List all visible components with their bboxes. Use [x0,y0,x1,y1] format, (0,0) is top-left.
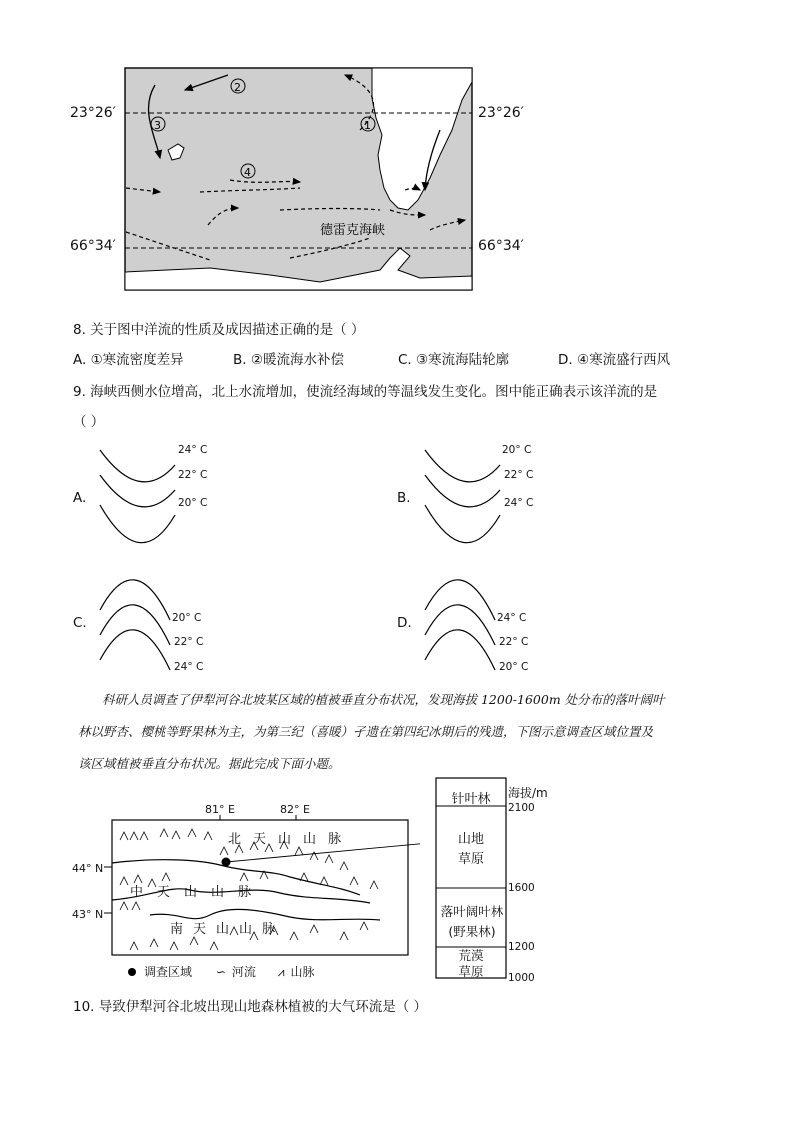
zone-conifer: 针叶林 [451,792,491,807]
lat-label-44: 44° N [72,862,104,875]
q9d-temp-1: 24° C [497,612,527,624]
q9b-temp-1: 20° C [502,444,532,456]
q9-stem: 9. 海峡西侧水位增高，北上水流增加，使流经海域的等温线发生变化。图中能正确表示该洋流的是 [73,384,658,400]
q9-paren: （ ） [73,414,105,430]
south-range-label: 南天山山脉 [170,922,286,937]
q9-option-d[interactable]: D. [397,615,412,631]
isotherm-diagram-d [420,565,550,680]
label-1: 1 [364,119,371,132]
north-range-label: 北天山山脉 [228,832,354,847]
tick-1200: 1200 [508,941,535,953]
q9b-temp-2: 22° C [504,469,534,481]
passage-line-2: 林以野杏、樱桃等野果林为主，为第三纪（喜暖）孑遗在第四纪冰期后的残遗，下图示意调查区域位置及 [78,724,654,739]
legend-dot-icon [128,968,136,976]
q8-stem: 8. 关于图中洋流的性质及成因描述正确的是（ ） [73,322,365,338]
lat-label-43: 43° N [72,908,104,921]
middle-range-label: 中天山山脉 [130,885,266,900]
q9b-temp-3: 24° C [504,497,534,509]
q9c-temp-3: 24° C [174,661,204,673]
mountain-icon: ⩘ [277,965,285,979]
q9c-temp-1: 20° C [172,612,202,624]
passage [78,684,723,780]
ocean-current-map [60,60,540,300]
tick-1000: 1000 [508,972,535,984]
lat-label-left-bottom: 66°34′ [70,238,116,254]
strait-label: 德雷克海峡 [320,223,386,238]
q10-stem: 10. 导致伊犁河谷北坡出现山地森林植被的大气环流是（ ） [73,999,428,1015]
zone-broadleaf: 落叶阔叶林 (野果林) [440,904,504,939]
lon-label-82: 82° E [280,803,310,816]
q9a-temp-2: 22° C [178,469,208,481]
zone-mountain-steppe: 山地 草原 [457,832,484,867]
profile-axis-label: 海拔/m [508,786,548,800]
q9d-temp-3: 20° C [499,661,529,673]
q8-option-a[interactable]: A. ①寒流密度差异 [73,352,184,368]
river-icon: ∽ [215,965,226,979]
q8-option-c[interactable]: C. ③寒流海陆轮廓 [398,352,510,368]
tick-2100: 2100 [508,802,535,814]
q8-option-b[interactable]: B. ②暖流海水补偿 [233,352,344,368]
q9a-temp-1: 24° C [178,444,208,456]
q9-option-b[interactable]: B. [397,490,411,506]
q9-option-a[interactable]: A. [73,490,87,506]
map-legend: 调查区域 ∽ 河流 ⩘ 山脉 [128,963,315,980]
lat-label-left-top: 23°26′ [70,105,116,121]
label-3: 3 [154,119,161,132]
isotherm-diagram-c [95,565,225,680]
passage-line-1: 科研人员调查了伊犁河谷北坡某区域的植被垂直分布状况，发现海拔 1200-1600m 处分布的落叶阔叶 [102,692,665,707]
q9a-temp-3: 20° C [178,497,208,509]
label-4: 4 [244,166,251,179]
lon-label-81: 81° E [205,803,235,816]
lat-label-right-bottom: 66°34′ [478,238,524,254]
label-2: 2 [234,81,241,94]
q8-option-d[interactable]: D. ④寒流盛行西风 [558,352,671,368]
q9c-temp-2: 22° C [174,636,204,648]
q9-option-c[interactable]: C. [73,615,87,631]
q9d-temp-2: 22° C [499,636,529,648]
lat-label-right-top: 23°26′ [478,105,524,121]
tick-1600: 1600 [508,882,535,894]
passage-line-3: 该区域植被垂直分布状况。据此完成下面小题。 [78,756,341,771]
zone-desert-steppe: 荒漠 草原 [458,948,484,979]
